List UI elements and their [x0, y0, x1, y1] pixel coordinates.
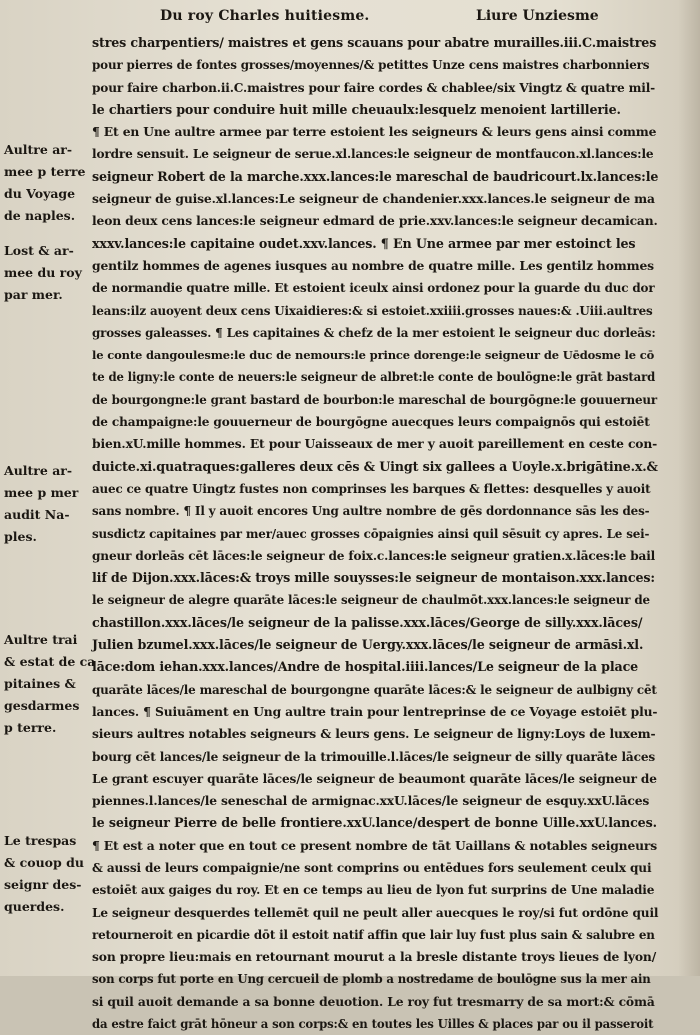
- margin-note-line: pitaines &: [4, 676, 76, 691]
- margin-note-line: par mer.: [4, 287, 63, 302]
- running-head-book: Liure Unziesme: [476, 8, 599, 24]
- text-line: sieurs aultres notables seigneurs & leurs gens. Le seigneur de ligny:Loys de luxem-: [92, 726, 656, 742]
- text-line: chastillon.xxx.lāces/le seigneur de la palisse.xxx.lāces/George de silly.xxx.lāces/: [92, 614, 643, 630]
- margin-note-line: audit Na-: [4, 507, 70, 522]
- margin-note-line: de naples.: [4, 208, 76, 223]
- margin-notes: [0, 0, 96, 976]
- margin-note-line: mee p mer: [4, 485, 79, 500]
- text-line: leon deux cens lances:le seigneur edmard de prie.xxv.lances:le seigneur decamican.: [92, 213, 658, 229]
- main-text-block: [92, 32, 659, 1032]
- text-line: son corps fut porte en Ung cercueil de plomb a nostredame de boulōgne sus la mer ain: [92, 972, 651, 987]
- text-line: auec ce quatre Uingtz fustes non comprinses les barques & flettes: desquelles y auoit: [92, 481, 651, 496]
- text-line: pour pierres de fontes grosses/moyennes/& petittes Unze cens maistres charbonniers: [92, 58, 650, 73]
- text-line: bien.xU.mille hommes. Et pour Uaisseaux de mer y auoit pareillement en ceste con-: [92, 436, 658, 452]
- text-line: ¶ Et en Une aultre armee par terre estoient les seigneurs & leurs gens ainsi comme: [92, 124, 657, 140]
- text-line: te de ligny:le conte de neuers:le seigneur de albret:le conte de boulōgne:le grāt bastard: [92, 370, 656, 385]
- text-line: lāce:dom iehan.xxx.lances/Andre de hospital.iiii.lances/Le seigneur de la place: [92, 659, 639, 675]
- text-line: le conte dangoulesme:le duc de nemours:le prince dorenge:le seigneur de Uēdosme le cō: [92, 348, 655, 363]
- text-line: sans nombre. ¶ Il y auoit encores Ung aultre nombre de gēs dordonnance sās les des-: [92, 504, 650, 519]
- text-line: lordre sensuit. Le seigneur de serue.xl.lances:le seigneur de montfaucon.xl.lances:le: [92, 147, 654, 162]
- text-line: de normandie quatre mille. Et estoient iceulx ainsi ordonez pour la guarde du duc dor: [92, 281, 655, 296]
- text-line: le seigneur de alegre quarāte lāces:le seigneur de chaulmōt.xxx.lances:le seigneur de: [92, 593, 650, 608]
- text-line: son propre lieu:mais en retournant mourut a la bresle distante troys lieues de lyon/: [92, 949, 657, 965]
- margin-note-line: & estat de ca: [4, 654, 96, 669]
- text-line: gentilz hommes de agenes iusques au nombre de quatre mille. Les gentilz hommes: [92, 257, 654, 273]
- text-line: de champaigne:le gouuerneur de bourgōgne auecques leurs compaignōs qui estoiēt: [92, 415, 650, 430]
- text-line: ¶ Et est a noter que en tout ce present nombre de tāt Uaillans & notables seigneurs: [92, 837, 658, 853]
- margin-note-line: & couop du: [4, 855, 84, 870]
- running-head: [0, 6, 700, 28]
- text-line: seigneur de guise.xl.lances:Le seigneur de chandenier.xxx.lances.le seigneur de ma: [92, 191, 655, 207]
- margin-note-line: du Voyage: [4, 186, 76, 201]
- running-head-title: Du roy Charles huitiesme.: [160, 8, 370, 24]
- text-line: lances. ¶ Suiuāment en Ung aultre train pour lentreprinse de ce Voyage estoiēt plu-: [92, 703, 658, 719]
- text-line: pour faire charbon.ii.C.maistres pour faire cordes & chablee/six Vingtz & quatre mil-: [92, 80, 656, 95]
- margin-note-line: p terre.: [4, 720, 57, 735]
- text-line: retourneroit en picardie dōt il estoit natif affin que lair luy fust plus sain & salubre en: [92, 927, 655, 942]
- text-line: lif de Dijon.xxx.lāces:& troys mille souysses:le seigneur de montaison.xxx.lances:: [92, 570, 655, 586]
- margin-note-aultre-armee-terre: [4, 139, 90, 227]
- margin-note-armee-par-mer: [4, 240, 90, 306]
- margin-note-line: mee p terre: [4, 164, 86, 179]
- text-line: quarāte lāces/le mareschal de bourgongne quarāte lāces:& le seigneur de aulbigny cēt: [92, 682, 657, 697]
- text-line: gneur dorleās cēt lāces:le seigneur de foix.c.lances:le seigneur gratien.x.lāces:le bail: [92, 548, 656, 563]
- text-line: Le grant escuyer quarāte lāces/le seigneur de beaumont quarāte lāces/le seigneur de: [92, 771, 657, 786]
- margin-note-aultre-train: [4, 629, 96, 739]
- margin-note-trespas-desquerdes: [4, 830, 90, 918]
- text-line: estoiēt aux gaiges du roy. Et en ce temps au lieu de lyon fut surprins de Une maladie: [92, 883, 655, 898]
- text-line: le seigneur Pierre de belle frontiere.xxU.lance/despert de bonne Uille.xxU.lances.: [92, 815, 657, 831]
- margin-note-line: querdes.: [4, 899, 65, 914]
- margin-note-line: mee du roy: [4, 265, 82, 280]
- text-line: duicte.xi.quatraques:galleres deux cēs & Uingt six gallees a Uoyle.x.brigātine.x.&: [92, 458, 658, 474]
- text-line: Le seigneur desquerdes tellemēt quil ne peult aller auecques le roy/si fut ordōne quil: [92, 905, 659, 920]
- margin-note-line: Aultre ar-: [4, 142, 73, 157]
- margin-note-line: Le trespas: [4, 833, 77, 848]
- text-line: xxxv.lances:le capitaine oudet.xxv.lances. ¶ En Une armee par mer estoinct les: [92, 235, 636, 251]
- text-line: si quil auoit demande a sa bonne deuotion. Le roy fut tresmarry de sa mort:& cōmā: [92, 993, 655, 1009]
- text-line: piennes.l.lances/le seneschal de armignac.xxU.lāces/le seigneur de esquy.xxU.lāces: [92, 793, 650, 809]
- margin-note-line: ples.: [4, 529, 37, 544]
- text-line: susdictz capitaines par mer/auec grosses cōpaignies ainsi quil sēsuit cy apres. Le sei-: [92, 526, 650, 541]
- text-line: le chartiers pour conduire huit mille cheuaulx:lesquelz menoient lartillerie.: [92, 101, 621, 117]
- margin-note-aultre-armee-mer: [4, 460, 90, 548]
- margin-note-line: Lost & ar-: [4, 243, 74, 258]
- text-line: seigneur Robert de la marche.xxx.lances:le mareschal de baudricourt.lx.lances:le: [92, 168, 659, 184]
- margin-note-line: Aultre trai: [4, 632, 78, 647]
- text-line: Julien bzumel.xxx.lāces/le seigneur de Uergy.xxx.lāces/le seigneur de armāsi.xl.: [92, 637, 644, 653]
- text-line: leans:ilz auoyent deux cens Uixaidieres:& si estoiet.xxiiii.grosses naues:& .Uiii.aultres: [92, 303, 653, 318]
- text-line: stres charpentiers/ maistres et gens scauans pour abatre murailles.iii.C.maistres: [92, 35, 657, 50]
- margin-note-line: Aultre ar-: [4, 463, 73, 478]
- text-line: & aussi de leurs compaignie/ne sont comprins ou entēdues fors seulement ceulx qui: [92, 860, 652, 875]
- text-line: bourg cēt lances/le seigneur de la trimouille.l.lāces/le seigneur de silly quarāte lāces: [92, 749, 656, 764]
- text-line: grosses galeasses. ¶ Les capitaines & chefz de la mer estoient le seigneur duc dorleās:: [92, 325, 656, 340]
- text-line: da estre faict grāt hōneur a son corps:& en toutes les Uilles & places par ou il passeroit: [92, 1017, 654, 1032]
- margin-note-line: gesdarmes: [4, 698, 80, 713]
- text-line: de bourgongne:le grant bastard de bourbon:le mareschal de bourgōgne:le gouuerneur: [92, 392, 658, 407]
- page-edge-shadow: [678, 0, 700, 976]
- margin-note-line: seignr des-: [4, 877, 82, 892]
